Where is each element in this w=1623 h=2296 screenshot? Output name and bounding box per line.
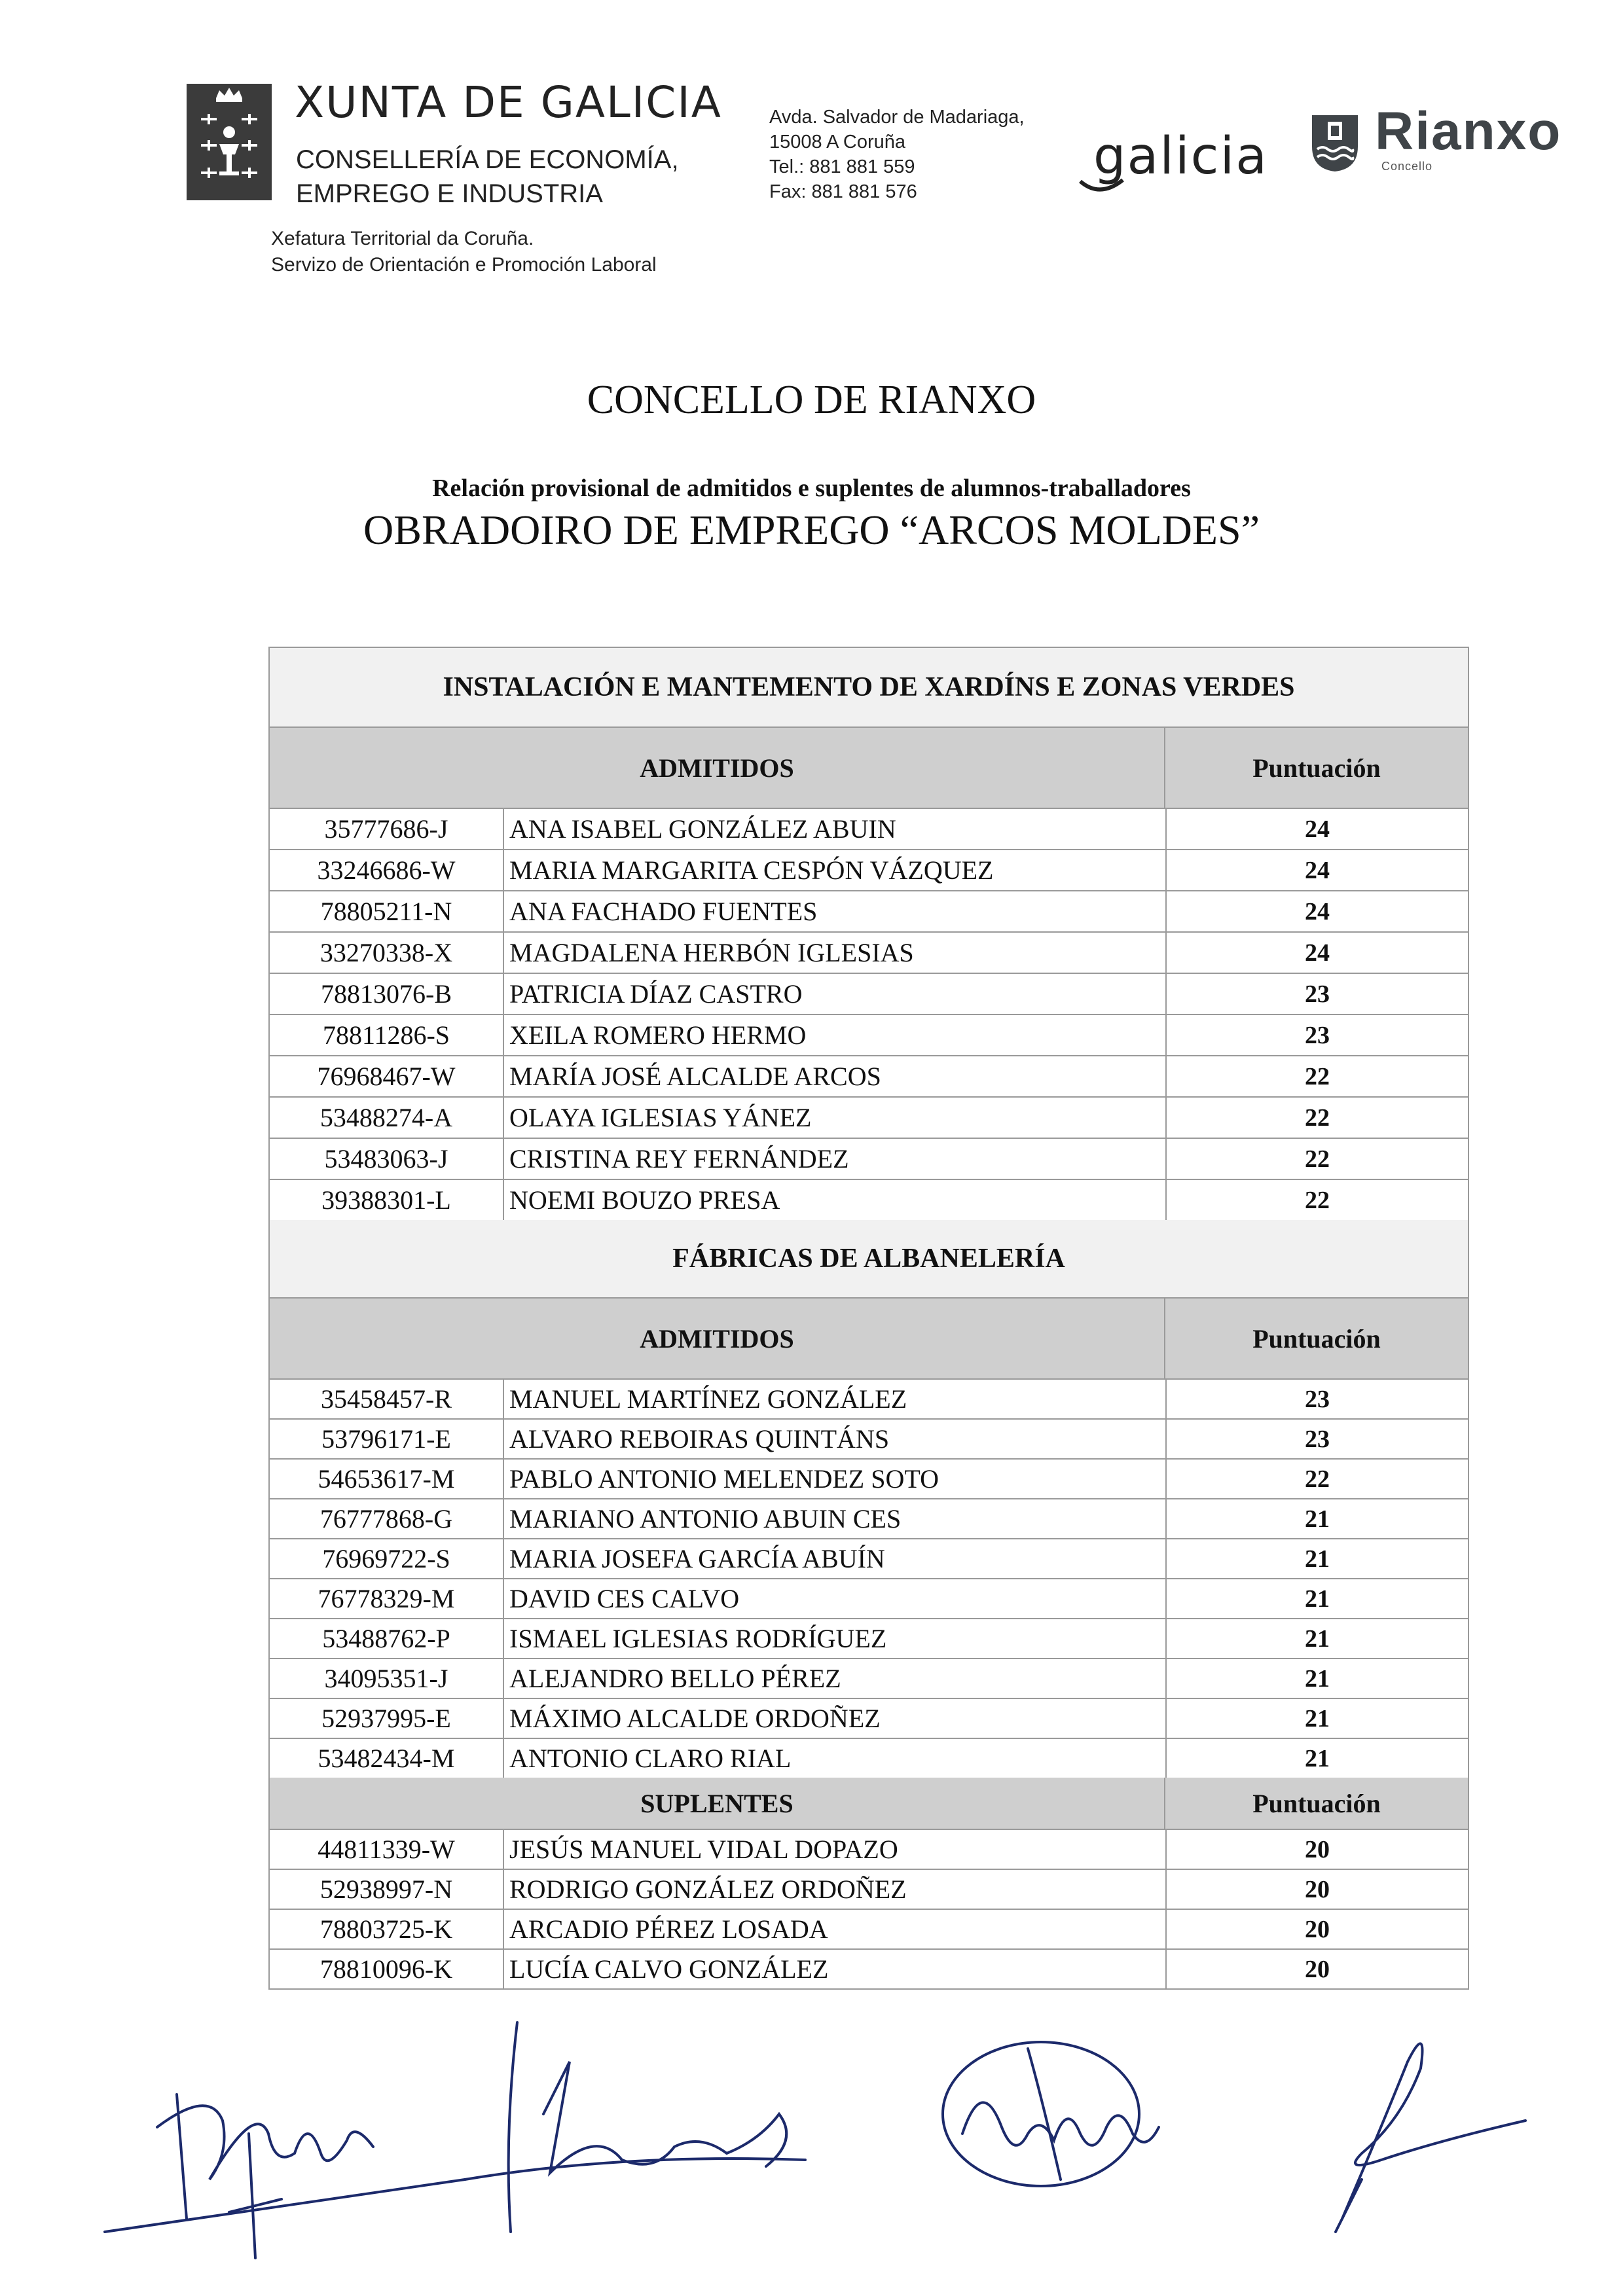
header-admitted: ADMITIDOS bbox=[270, 728, 1165, 808]
rianxo-name: Rianxo bbox=[1375, 101, 1562, 161]
score-cell: 21 bbox=[1305, 1505, 1330, 1533]
id-cell: 35458457-R bbox=[270, 1380, 504, 1418]
id-cell: 78803725-K bbox=[270, 1910, 504, 1948]
score-cell: 21 bbox=[1305, 1585, 1330, 1613]
score-cell: 22 bbox=[1305, 1103, 1330, 1132]
table-row bbox=[270, 1098, 1468, 1139]
id-cell: 53483063-J bbox=[270, 1139, 504, 1179]
name-cell: DAVID CES CALVO bbox=[504, 1579, 1167, 1618]
score-cell: 21 bbox=[1305, 1664, 1330, 1693]
id-cell: 53482434-M bbox=[270, 1739, 504, 1778]
table-header bbox=[270, 1299, 1468, 1380]
id-cell: 39388301-L bbox=[270, 1180, 504, 1220]
table-row bbox=[270, 809, 1468, 850]
table-row bbox=[270, 933, 1468, 974]
conselleria-line-1: CONSELLERÍA DE ECONOMÍA, bbox=[296, 145, 679, 174]
id-cell: 76777868-G bbox=[270, 1499, 504, 1538]
name-cell: ISMAEL IGLESIAS RODRÍGUEZ bbox=[504, 1619, 1167, 1658]
name-cell: PATRICIA DÍAZ CASTRO bbox=[504, 974, 1167, 1014]
table-row bbox=[270, 1579, 1468, 1619]
xunta-title: XUNTA DE GALICIA bbox=[295, 77, 722, 128]
table-row bbox=[270, 1499, 1468, 1539]
score-cell: 23 bbox=[1305, 1425, 1330, 1453]
score-cell: 24 bbox=[1305, 856, 1330, 884]
score-cell: 22 bbox=[1305, 1465, 1330, 1493]
id-cell: 33246686-W bbox=[270, 850, 504, 890]
rianxo-shield-icon bbox=[1309, 113, 1360, 173]
id-cell: 76778329-M bbox=[270, 1579, 504, 1618]
score-cell: 21 bbox=[1305, 1704, 1330, 1732]
score-cell: 23 bbox=[1305, 1385, 1330, 1413]
header-admitted: ADMITIDOS bbox=[270, 1299, 1165, 1378]
score-cell: 23 bbox=[1305, 980, 1330, 1008]
id-cell: 78810096-K bbox=[270, 1950, 504, 1988]
score-cell: 22 bbox=[1305, 1145, 1330, 1173]
page-title: CONCELLO DE RIANXO bbox=[587, 378, 1036, 422]
admissions-table bbox=[268, 647, 1469, 1990]
name-cell: XEILA ROMERO HERMO bbox=[504, 1015, 1167, 1055]
name-cell: ANTONIO CLARO RIAL bbox=[504, 1739, 1167, 1778]
address-line-4: Fax: 881 881 576 bbox=[769, 181, 917, 202]
id-cell: 53796171-E bbox=[270, 1420, 504, 1458]
header-score: Puntuación bbox=[1252, 1788, 1381, 1818]
name-cell: JESÚS MANUEL VIDAL DOPAZO bbox=[504, 1830, 1167, 1869]
header-score: Puntuación bbox=[1252, 753, 1381, 783]
table-row bbox=[270, 974, 1468, 1015]
xefatura-block bbox=[271, 226, 657, 278]
name-cell: OLAYA IGLESIAS YÁNEZ bbox=[504, 1098, 1167, 1138]
id-cell: 76968467-W bbox=[270, 1056, 504, 1096]
name-cell: ANA FACHADO FUENTES bbox=[504, 891, 1167, 931]
table-row bbox=[270, 1420, 1468, 1460]
name-cell: PABLO ANTONIO MELENDEZ SOTO bbox=[504, 1460, 1167, 1498]
id-cell: 78811286-S bbox=[270, 1015, 504, 1055]
score-cell: 20 bbox=[1305, 1915, 1330, 1943]
name-cell: ANA ISABEL GONZÁLEZ ABUIN bbox=[504, 809, 1167, 849]
table-row bbox=[270, 891, 1468, 933]
score-cell: 24 bbox=[1305, 897, 1330, 925]
name-cell: NOEMI BOUZO PRESA bbox=[504, 1180, 1167, 1220]
id-cell: 34095351-J bbox=[270, 1659, 504, 1698]
score-cell: 24 bbox=[1305, 815, 1330, 843]
address-line-1: Avda. Salvador de Madariaga, bbox=[769, 107, 1025, 128]
name-cell: MÁXIMO ALCALDE ORDOÑEZ bbox=[504, 1699, 1167, 1738]
conselleria-name bbox=[296, 143, 679, 211]
name-cell: ARCADIO PÉREZ LOSADA bbox=[504, 1910, 1167, 1948]
galicia-logo-text: galicia bbox=[1093, 127, 1269, 186]
score-cell: 21 bbox=[1305, 1744, 1330, 1772]
address-line-2: 15008 A Coruña bbox=[769, 132, 906, 152]
header-substitutes: SUPLENTES bbox=[270, 1778, 1165, 1829]
name-cell: ALVARO REBOIRAS QUINTÁNS bbox=[504, 1420, 1167, 1458]
header-score: Puntuación bbox=[1252, 1323, 1381, 1354]
table-row bbox=[270, 1180, 1468, 1220]
name-cell: CRISTINA REY FERNÁNDEZ bbox=[504, 1139, 1167, 1179]
name-cell: MARIANO ANTONIO ABUIN CES bbox=[504, 1499, 1167, 1538]
table-row bbox=[270, 1659, 1468, 1699]
score-cell: 24 bbox=[1305, 939, 1330, 967]
table-row bbox=[270, 1015, 1468, 1056]
table-header-substitutes bbox=[270, 1778, 1468, 1830]
signature-3 bbox=[943, 2042, 1159, 2186]
id-cell: 53488274-A bbox=[270, 1098, 504, 1138]
table-row bbox=[270, 1830, 1468, 1870]
id-cell: 78813076-B bbox=[270, 974, 504, 1014]
score-cell: 22 bbox=[1305, 1186, 1330, 1214]
xunta-logo-icon bbox=[187, 84, 272, 200]
score-cell: 20 bbox=[1305, 1875, 1330, 1903]
galicia-logo-icon bbox=[1061, 108, 1269, 200]
table-row bbox=[270, 1870, 1468, 1910]
name-cell: RODRIGO GONZÁLEZ ORDOÑEZ bbox=[504, 1870, 1167, 1909]
score-cell: 22 bbox=[1305, 1062, 1330, 1090]
table-header bbox=[270, 728, 1468, 809]
address-line-3: Tel.: 881 881 559 bbox=[769, 156, 915, 177]
name-cell: MANUEL MARTÍNEZ GONZÁLEZ bbox=[504, 1380, 1167, 1418]
name-cell: LUCÍA CALVO GONZÁLEZ bbox=[504, 1950, 1167, 1988]
id-cell: 44811339-W bbox=[270, 1830, 504, 1869]
signature-4 bbox=[1336, 2043, 1525, 2232]
name-cell: MARIA JOSEFA GARCÍA ABUÍN bbox=[504, 1539, 1167, 1578]
table-row bbox=[270, 1699, 1468, 1739]
xefatura-line-1: Xefatura Territorial da Coruña. bbox=[271, 228, 534, 249]
xefatura-line-2: Servizo de Orientación e Promoción Laboral bbox=[271, 254, 657, 276]
name-cell: MARÍA JOSÉ ALCALDE ARCOS bbox=[504, 1056, 1167, 1096]
section-title-masonry: FÁBRICAS DE ALBANELERÍA bbox=[270, 1220, 1468, 1299]
table-row bbox=[270, 1619, 1468, 1659]
score-cell: 21 bbox=[1305, 1545, 1330, 1573]
table-row bbox=[270, 1460, 1468, 1499]
id-cell: 78805211-N bbox=[270, 891, 504, 931]
score-cell: 20 bbox=[1305, 1955, 1330, 1983]
table-row bbox=[270, 1910, 1468, 1950]
table-row bbox=[270, 1380, 1468, 1420]
workshop-title: OBRADOIRO DE EMPREGO “ARCOS MOLDES” bbox=[363, 507, 1260, 553]
score-cell: 21 bbox=[1305, 1624, 1330, 1653]
id-cell: 52937995-E bbox=[270, 1699, 504, 1738]
table-row bbox=[270, 1739, 1468, 1778]
id-cell: 52938997-N bbox=[270, 1870, 504, 1909]
table-row bbox=[270, 1056, 1468, 1098]
id-cell: 53488762-P bbox=[270, 1619, 504, 1658]
score-cell: 23 bbox=[1305, 1021, 1330, 1049]
rianxo-sub: Concello bbox=[1381, 160, 1433, 173]
signature-1 bbox=[105, 2094, 465, 2258]
table-row bbox=[270, 850, 1468, 891]
name-cell: MAGDALENA HERBÓN IGLESIAS bbox=[504, 933, 1167, 973]
score-cell: 20 bbox=[1305, 1835, 1330, 1863]
id-cell: 33270338-X bbox=[270, 933, 504, 973]
table-row bbox=[270, 1139, 1468, 1180]
conselleria-line-2: EMPREGO E INDUSTRIA bbox=[296, 179, 603, 208]
id-cell: 54653617-M bbox=[270, 1460, 504, 1498]
name-cell: ALEJANDRO BELLO PÉREZ bbox=[504, 1659, 1167, 1698]
id-cell: 76969722-S bbox=[270, 1539, 504, 1578]
signature-2 bbox=[465, 2022, 805, 2232]
page-subtitle: Relación provisional de admitidos e suplentes de alumnos-traballadores bbox=[432, 475, 1191, 502]
name-cell: MARIA MARGARITA CESPÓN VÁZQUEZ bbox=[504, 850, 1167, 890]
signatures bbox=[98, 1983, 1539, 2265]
id-cell: 35777686-J bbox=[270, 809, 504, 849]
address-block bbox=[769, 105, 1025, 204]
section-title-gardens: INSTALACIÓN E MANTEMENTO DE XARDÍNS E ZONAS VERDES bbox=[270, 648, 1468, 728]
table-row bbox=[270, 1539, 1468, 1579]
